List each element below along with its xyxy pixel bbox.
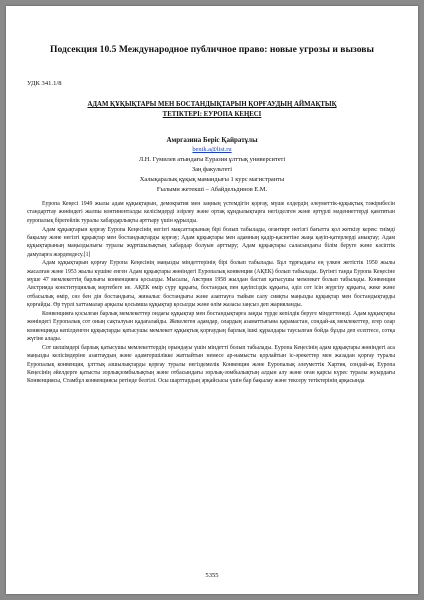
- section-title: Подсекция 10.5 Международное публичное право: новые угрозы и вызовы: [50, 44, 374, 55]
- body-paragraph: Конвенцияға қосылған барлық мемлекеттер ондағы құқықтар мен бостандықтарға заңды түрде кепілдік беруге міндеттенеді. Адам құқықтары жөніндегі Еуропалық сот оның сақталуын қадағалайды. Жекелеген адамдар, олардың азаматтығына қарамастан, сондай-ақ мемлекеттер, егер олар конвенцияда кепілденген құқықтарды қатысушы мемлекет құқықтық қорғаудың барлық ішкі құралдары таусылған бойда бұзды деп есептесе, сотқа жүгіне алады.: [27, 310, 395, 342]
- affiliation-faculty: Заң факультеті: [191, 166, 233, 173]
- article-title-line-1: АДАМ ҚҰҚЫҚТАРЫ МЕН БОСТАНДЫҚТАРЫН ҚОРҒАУДЫҢ АЙМАҚТЫҚ: [87, 101, 337, 108]
- article-title-line-2: ТЕТІКТЕРІ: ЕУРОПА КЕҢЕСІ: [162, 111, 262, 118]
- author-email-link[interactable]: benik.a@list.ru: [192, 146, 232, 153]
- body-paragraph: Сот шешімдері барлық қатысушы мемлекеттердің орындауы үшін міндетті болып табылады. Еуропа Кеңесінің адам құқықтары жөніндегі аса маңызды келісімдеріне азаптаудың және адамгершілікке жатпайтын немесе ар-намысты қорлайтын іс-әрекеттер мен жазадан қорғау туралы Еуропалық конвенция, ұлттық азшылықтарды қорғау туралы негіздемелік Конвенция және Еуропалық әлеуметтік Хартия, сондай-ақ Еуропа Кеңесінің әйелдерге қатысты зорлықзомбылықтың және отбасындағы зорлық-зомбылықтың алдын алу және оған қарсы күрес туралы жуырдағы Конвенциясы, Стамбұл конвенциясы ретінде белгілі. Осы шарттардың әрқайсысы үшін бар бақылау және тексеру тетіктерінің арқасында: [27, 344, 395, 385]
- body-paragraph: Адам құқықтарын қорғау Еуропа Кеңесінің негізгі мақсаттарының бірі болып табылады, оғантирт негізгі бағытта қол жеткізу керек: тиімді бақылау және негізгі құқықтар мен бостандықтарды қорғау; Адам құқықтары мен адамның қадір-қасиетіне жаңа қауіп-қатерлерді анықтау; Адам құқықтарының маңыздылығы туралы жұртшылықтың хабардар болуын арттыру; Адам құқықтары саласындағы білім беруге және кәсіптік дамуларға жәрдемдесу.[1]: [27, 226, 395, 258]
- document-page: [6, 6, 418, 594]
- author-name: Амргазина Беріс Қайратұлы: [166, 136, 258, 144]
- article-title: [46, 100, 378, 120]
- article-body: [27, 200, 395, 386]
- body-paragraph: Еуропа Кеңесі 1949 жылы адам құқықтарын, демократия мен заңның үстемдігін қорғау, мүше елдердің әлеуметтік-құқықтық тәжірибесін стандарттау жөніндегі жалпы континенталды келісімдерді әзірлеу және ортақ құндылықтарға негізделген және әртүрлі мәдениеттерді қамтитын еуропалық бірегейлік туралы хабардарлықты арттыру үшін құрылды.: [27, 201, 395, 224]
- page-number: 5355: [205, 572, 219, 579]
- body-paragraph: Адам құқықтарын қорғау Еуропа Кеңесінің маңызды міндеттерінің бірі болып табылады. Бұл тұрғыдағы ең үлкен жетістік 1950 жылы жасалған және 1953 жылы күшіне енген Адам құқықтары жөніндегі Еуропалық конвенция (АҚЕК) болып табылады. Бүгінгі таңда Еуропа Кеңесіне мүше 47 мемлекеттің барлығы конвенцияға қосылды. Мысалы, Австрия 1958 жылдан бастап қатысушы мемлекет болып табылады. Конвенция Австрияда конституциялық мәртебеге ие. АҚЕК өмір сүру құқығы, бостандық пен қауіпсіздік құқығы, әділ сот ісін жүргізу құқығы, жеке және отбасылық өмір, сөз бен дін бостандығы, жиналыс бостандығы және азаптауға тыйым салу сияқты маңызды құқықтар мен бостандықтарды қорғайды. Өр түрлі хаттамалар арқылы қосымша құқықтар қосылды және өлім жазасы заңсыз деп жарияланды.: [27, 260, 395, 309]
- affiliation-supervisor: Ғылыми жетекші – Абайдельдинов Е.М.: [156, 186, 268, 193]
- affiliation-program: Халықаралық құқық мамандығы 1 курс магистранты: [139, 176, 285, 183]
- affiliation-university: Л.Н. Гумилев атындағы Еуразия ұлттық университеті: [138, 156, 286, 163]
- udk-code: УДК 341.1/8: [27, 80, 62, 87]
